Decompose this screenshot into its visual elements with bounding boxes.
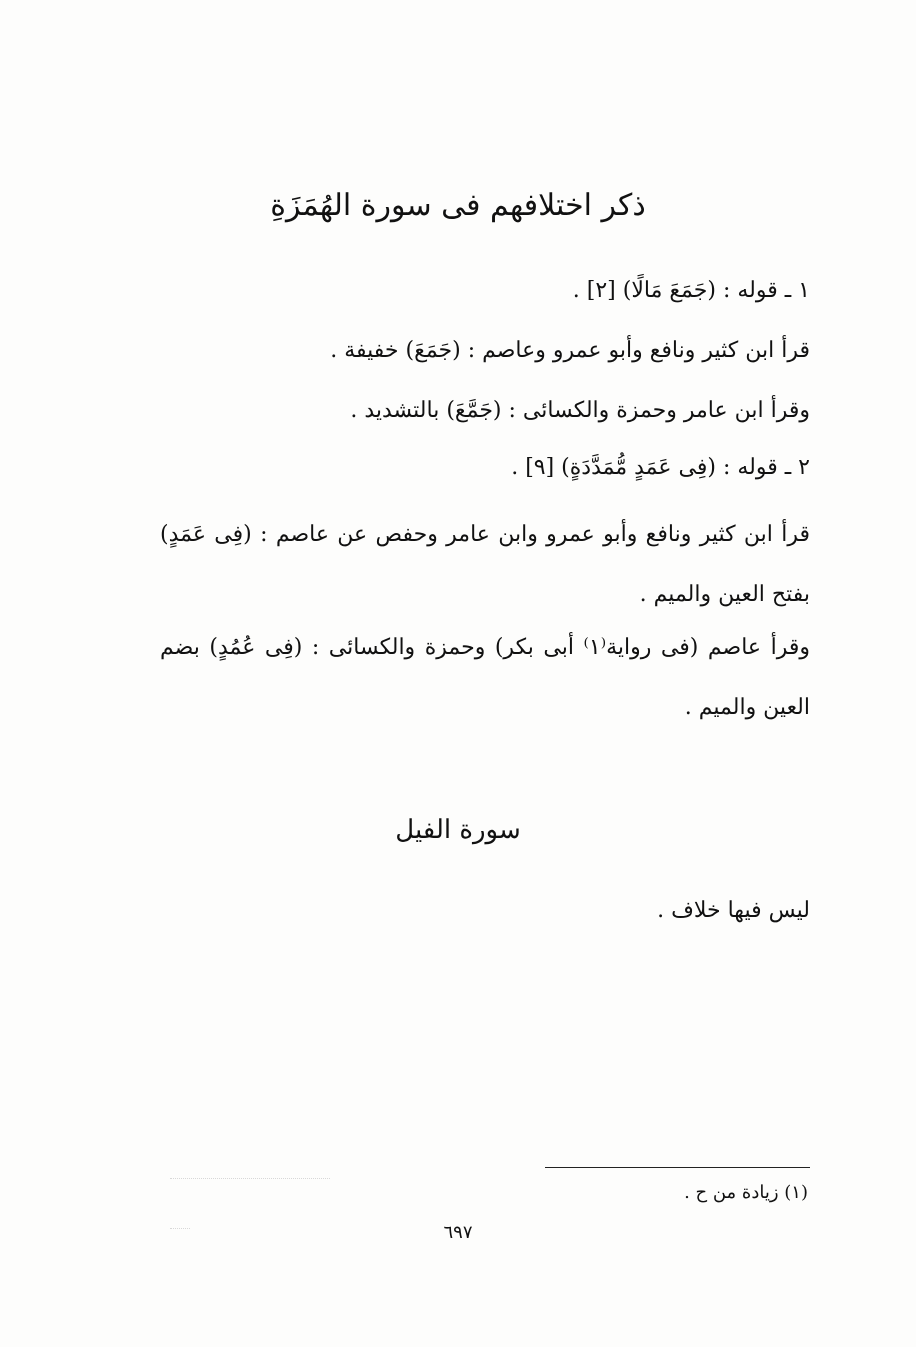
footnote: (١) زيادة من ح .	[684, 1182, 808, 1203]
page-number: ٦٩٧	[443, 1222, 473, 1243]
scan-smudge	[170, 1178, 330, 1180]
paragraph-1: قرأ ابن كثير ونافع وأبو عمرو وابن عامر وحفص عن عاصم : (فِى عَمَدٍ) بفتح العين والميم .	[160, 522, 810, 607]
section-note: ليس فيها خلاف .	[657, 898, 810, 923]
entry-2: قرأ ابن كثير ونافع وأبو عمرو وعاصم : (جَمَعَ) خفيفة .	[330, 338, 810, 363]
entry-4: ٢ ـ قوله : (فِى عَمَدٍ مُّمَدَّدَةٍ) [٩] .	[511, 455, 810, 480]
scan-smudge	[170, 1228, 190, 1230]
entry-3: وقرأ ابن عامر وحمزة والكسائى : (جَمَّعَ) بالتشديد .	[350, 398, 810, 423]
section-subtitle: سورة الفيل	[395, 815, 521, 845]
paragraph-2: وقرأ عاصم (فى رواية⁽١⁾ أبى بكر) وحمزة والكسائى : (فِى عُمُدٍ) بضم العين والميم .	[160, 635, 810, 720]
page-title: ذكر اختلافهم فى سورة الهُمَزَةِ	[270, 188, 646, 223]
footnote-divider	[545, 1167, 810, 1168]
entry-1: ١ ـ قوله : (جَمَعَ مَالًا) [٢] .	[572, 278, 810, 303]
